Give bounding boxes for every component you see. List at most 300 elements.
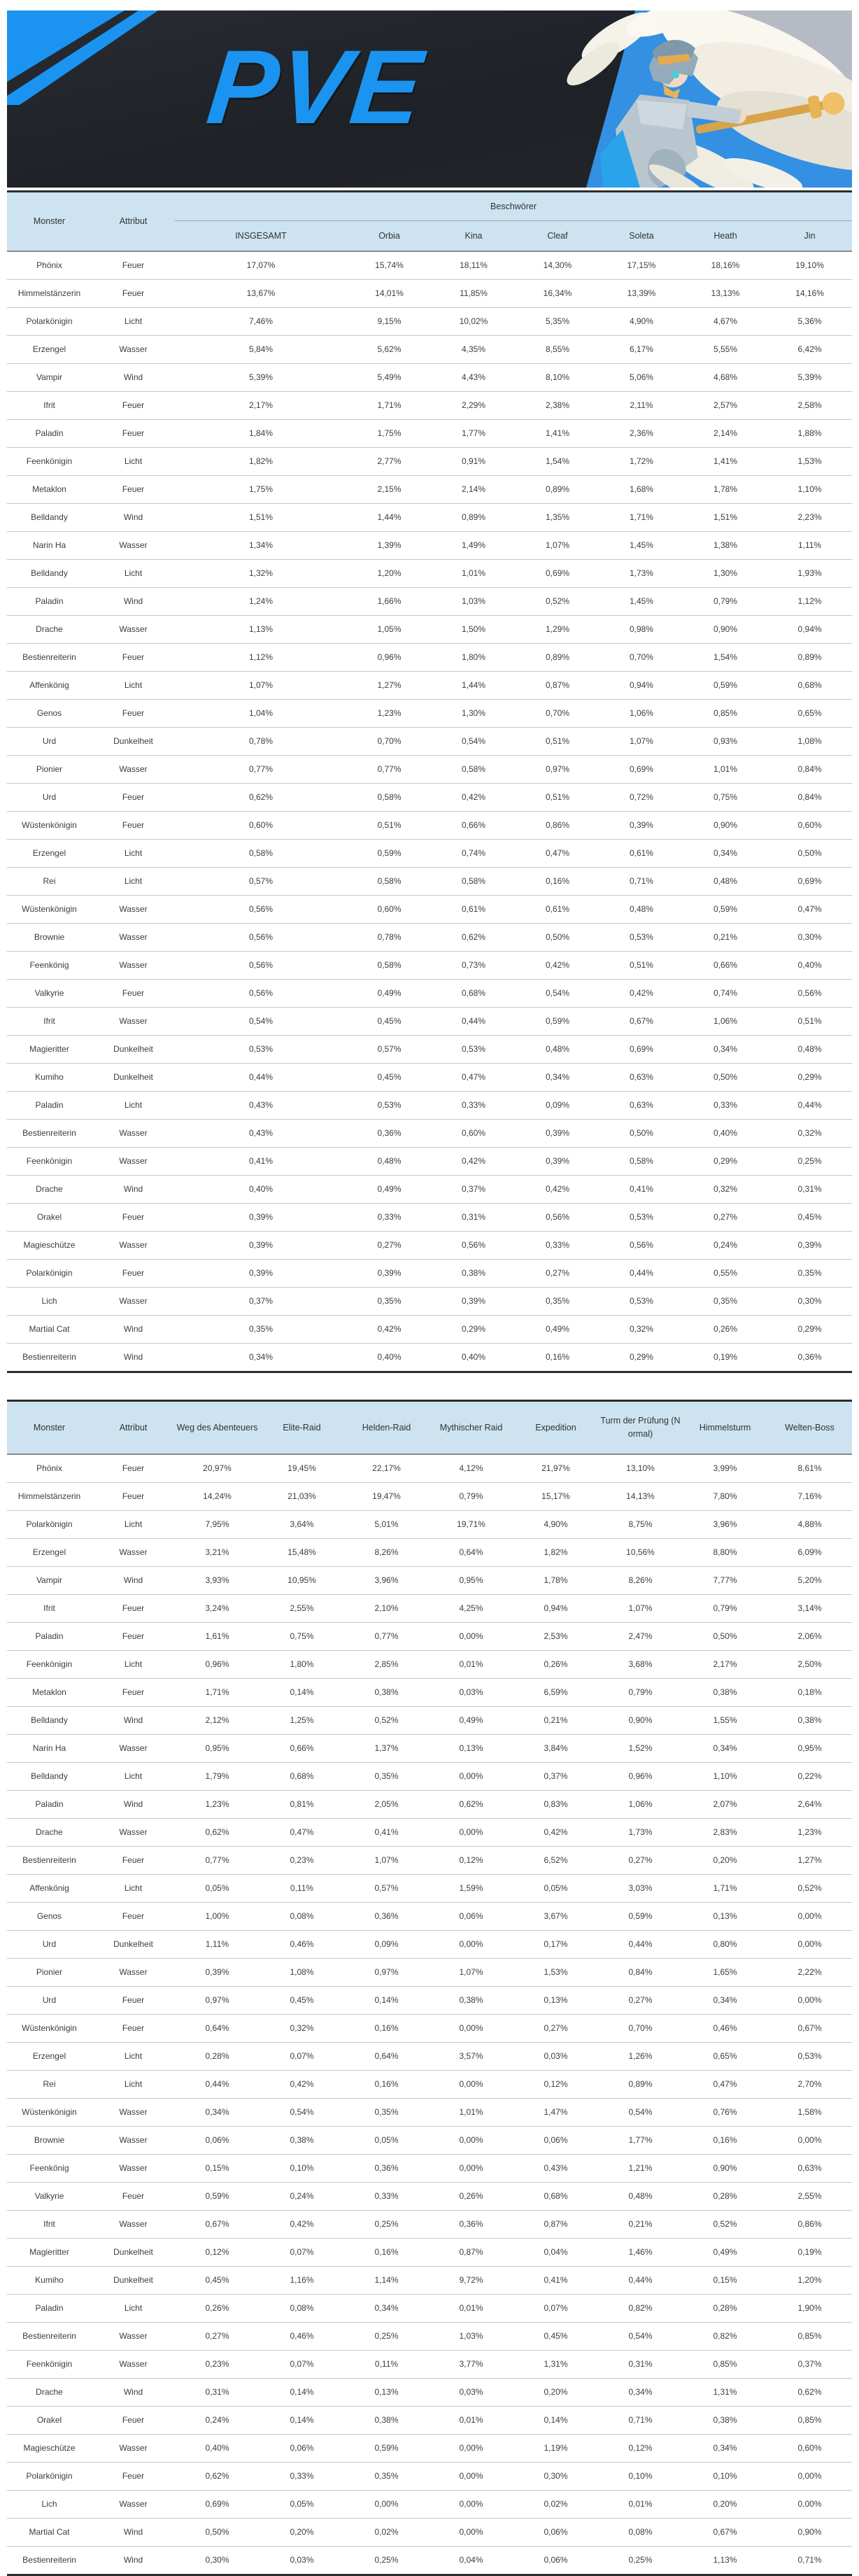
value-cell: 0,34%	[175, 2099, 260, 2127]
table-row	[7, 2183, 852, 2211]
value-cell: 0,58%	[347, 784, 432, 812]
value-cell: 1,58%	[767, 2099, 852, 2127]
value-cell: 0,12%	[175, 2239, 260, 2267]
table-row	[7, 728, 852, 756]
value-cell: 2,55%	[260, 1595, 344, 1623]
table-row	[7, 840, 852, 868]
value-cell: 0,34%	[248, 1351, 274, 1362]
value-cell: 0,32%	[260, 2015, 344, 2043]
attribut-cell: Wasser	[92, 336, 175, 364]
monster-cell: Feenkönigin	[7, 1651, 92, 1679]
value-cell: 0,35%	[344, 1763, 429, 1791]
value-cell: 0,96%	[347, 644, 432, 672]
monster-cell: Magieritter	[7, 2239, 92, 2267]
value-cell: 0,37%	[175, 1288, 347, 1316]
value-cell: 2,14%	[432, 476, 516, 504]
value-cell: 0,69%	[599, 1036, 683, 1064]
value-cell: 0,10%	[683, 2463, 767, 2491]
value-cell: 0,23%	[260, 1847, 344, 1875]
monster-cell: Bestienreiterin	[7, 2323, 92, 2351]
value-cell: 0,66%	[432, 812, 516, 840]
value-cell: 0,89%	[598, 2071, 683, 2099]
table-row	[7, 644, 852, 672]
table-row	[7, 980, 852, 1008]
value-cell: 0,89%	[432, 504, 516, 532]
value-cell: 0,50%	[599, 1120, 683, 1148]
value-cell: 1,51%	[175, 504, 347, 532]
attribut-cell: Dunkelheit	[92, 1931, 175, 1959]
value-cell: 0,15%	[175, 2155, 260, 2183]
attribut-cell: Wasser	[92, 2491, 175, 2519]
value-cell: 0,46%	[683, 2015, 767, 2043]
table-row	[7, 1092, 852, 1120]
value-cell: 1,71%	[175, 1679, 260, 1707]
attribut-cell: Wasser	[92, 2127, 175, 2155]
value-cell: 0,33%	[344, 2183, 429, 2211]
monster-cell: Phönix	[7, 1454, 92, 1483]
value-cell: 0,03%	[513, 2043, 598, 2071]
monster-cell: Paladin	[7, 2295, 92, 2323]
table-row	[7, 2351, 852, 2379]
value-cell: 1,73%	[599, 560, 683, 588]
attribut-cell: Wind	[92, 364, 175, 392]
value-cell: 0,39%	[516, 1120, 599, 1148]
value-cell: 0,62%	[429, 1791, 513, 1819]
value-cell: 5,39%	[767, 364, 852, 392]
value-cell: 1,10%	[767, 476, 852, 504]
value-cell: 6,17%	[599, 336, 683, 364]
value-cell: 0,13%	[683, 1903, 767, 1931]
value-cell: 0,36%	[347, 1120, 432, 1148]
value-cell: 0,50%	[516, 924, 599, 952]
table-row	[7, 1454, 852, 1483]
monster-cell: Brownie	[7, 2127, 92, 2155]
table-row	[7, 784, 852, 812]
value-cell: 0,35%	[344, 2463, 429, 2491]
value-cell: 0,11%	[344, 2351, 429, 2379]
value-cell: 0,16%	[344, 2239, 429, 2267]
value-cell: 0,78%	[175, 728, 347, 756]
value-cell: 0,94%	[599, 672, 683, 700]
attribut-cell: Wind	[92, 2519, 175, 2547]
value-cell: 0,87%	[516, 672, 599, 700]
monster-cell: Drache	[7, 2379, 92, 2407]
value-cell: 19,47%	[344, 1483, 429, 1511]
value-cell: 7,95%	[175, 1511, 260, 1539]
value-cell: 2,10%	[344, 1595, 429, 1623]
value-cell: 0,35%	[516, 1288, 599, 1316]
attribut-cell: Feuer	[92, 1847, 175, 1875]
table-row	[7, 1064, 852, 1092]
value-cell: 0,38%	[767, 1707, 852, 1735]
summoner-table-section	[7, 190, 852, 1373]
value-cell: 0,21%	[513, 1707, 598, 1735]
value-cell: 0,00%	[767, 2127, 852, 2155]
value-cell: 5,49%	[347, 364, 432, 392]
value-cell: 0,18%	[767, 1679, 852, 1707]
value-cell: 0,44%	[432, 1008, 516, 1036]
monster-cell: Erzengel	[7, 2043, 92, 2071]
value-cell: 8,10%	[516, 364, 599, 392]
table-row	[7, 1148, 852, 1176]
value-cell: 1,72%	[599, 448, 683, 476]
value-cell: 0,48%	[347, 1148, 432, 1176]
attribut-cell: Licht	[92, 2295, 175, 2323]
value-cell: 10,02%	[432, 308, 516, 336]
value-cell: 0,31%	[598, 2351, 683, 2379]
value-cell: 1,07%	[599, 728, 683, 756]
value-cell: 0,42%	[513, 1819, 598, 1847]
value-cell: 1,61%	[175, 1623, 260, 1651]
value-cell: 0,06%	[175, 2127, 260, 2155]
value-cell: 0,53%	[175, 1036, 347, 1064]
attribut-cell: Wasser	[92, 2155, 175, 2183]
value-cell: 0,89%	[767, 644, 852, 672]
value-cell: 1,08%	[767, 728, 852, 756]
column-header-orbia: Orbia	[347, 221, 432, 252]
value-cell: 0,51%	[347, 812, 432, 840]
value-cell: 0,33%	[347, 1204, 432, 1232]
value-cell: 0,42%	[516, 1176, 599, 1204]
value-cell: 1,07%	[598, 1595, 683, 1623]
table-row	[7, 2071, 852, 2099]
value-cell: 0,33%	[260, 2463, 344, 2491]
value-cell: 0,39%	[432, 1288, 516, 1316]
value-cell: 3,96%	[683, 1511, 767, 1539]
value-cell: 0,61%	[599, 840, 683, 868]
value-cell: 0,47%	[432, 1064, 516, 1092]
value-cell: 1,88%	[767, 420, 852, 448]
value-cell: 1,20%	[767, 2267, 852, 2295]
monster-cell: Ifrit	[7, 1008, 92, 1036]
attribut-cell: Feuer	[92, 1483, 175, 1511]
value-cell: 0,50%	[683, 1064, 767, 1092]
table-row	[7, 532, 852, 560]
value-cell: 0,00%	[429, 1623, 513, 1651]
value-cell: 0,85%	[767, 2323, 852, 2351]
value-cell: 0,59%	[683, 896, 767, 924]
column-header-cleaf: Cleaf	[516, 221, 599, 252]
table-row	[7, 1623, 852, 1651]
monster-cell: Martial Cat	[7, 2519, 92, 2547]
value-cell: 0,82%	[598, 2295, 683, 2323]
summoner-table	[7, 192, 852, 1371]
monster-cell: Vampir	[7, 364, 92, 392]
value-cell: 0,90%	[598, 1707, 683, 1735]
value-cell: 0,54%	[598, 2099, 683, 2127]
value-cell: 0,47%	[767, 896, 852, 924]
attribut-cell: Wind	[123, 1351, 143, 1362]
table-row	[7, 1232, 852, 1260]
value-cell: 0,70%	[599, 644, 683, 672]
value-cell: 0,38%	[344, 1679, 429, 1707]
value-cell: 3,68%	[598, 1651, 683, 1679]
attribut-cell: Feuer	[92, 2407, 175, 2435]
value-cell: 0,26%	[683, 1316, 767, 1344]
value-cell: 0,70%	[347, 728, 432, 756]
monster-cell: Bestienreiterin	[22, 1351, 76, 1362]
table-row	[7, 2519, 852, 2547]
value-cell: 0,53%	[767, 2043, 852, 2071]
table-row	[7, 1120, 852, 1148]
value-cell: 1,06%	[598, 1791, 683, 1819]
value-cell: 0,38%	[432, 1260, 516, 1288]
value-cell: 1,20%	[347, 560, 432, 588]
value-cell: 17,07%	[175, 251, 347, 280]
attribut-cell: Feuer	[92, 644, 175, 672]
table-row	[7, 1707, 852, 1735]
value-cell: 0,11%	[260, 1875, 344, 1903]
value-cell: 0,14%	[260, 2379, 344, 2407]
value-cell: 8,61%	[767, 1454, 852, 1483]
attribut-cell: Feuer	[92, 700, 175, 728]
attribut-cell: Licht	[92, 560, 175, 588]
value-cell: 0,84%	[598, 1959, 683, 1987]
value-cell: 0,52%	[516, 588, 599, 616]
value-cell: 0,00%	[429, 1931, 513, 1959]
value-cell: 3,93%	[175, 1567, 260, 1595]
value-cell: 2,17%	[175, 392, 347, 420]
value-cell: 0,45%	[347, 1008, 432, 1036]
value-cell: 0,42%	[260, 2071, 344, 2099]
value-cell: 13,39%	[599, 280, 683, 308]
value-cell: 1,23%	[767, 1819, 852, 1847]
value-cell: 0,32%	[683, 1176, 767, 1204]
banner-art	[7, 10, 852, 188]
value-cell: 1,71%	[347, 392, 432, 420]
value-cell: 0,20%	[683, 2491, 767, 2519]
value-cell: 6,09%	[767, 1539, 852, 1567]
value-cell: 0,25%	[628, 2554, 653, 2565]
value-cell: 0,73%	[432, 952, 516, 980]
value-cell: 0,69%	[599, 756, 683, 784]
value-cell: 0,00%	[767, 1987, 852, 2015]
value-cell: 7,77%	[683, 1567, 767, 1595]
value-cell: 1,73%	[598, 1819, 683, 1847]
attribut-cell: Wind	[92, 1791, 175, 1819]
value-cell: 1,54%	[683, 644, 767, 672]
value-cell: 0,54%	[175, 1008, 347, 1036]
value-cell: 0,16%	[344, 2015, 429, 2043]
value-cell: 0,80%	[683, 1931, 767, 1959]
value-cell: 0,60%	[767, 812, 852, 840]
attribut-cell: Dunkelheit	[92, 728, 175, 756]
value-cell: 0,00%	[429, 2015, 513, 2043]
value-cell: 0,40%	[377, 1351, 402, 1362]
attribut-cell: Wasser	[92, 1735, 175, 1763]
value-cell: 0,79%	[683, 1595, 767, 1623]
value-cell: 4,35%	[432, 336, 516, 364]
value-cell: 1,34%	[175, 532, 347, 560]
column-header-expedition: Expedition	[513, 1402, 598, 1454]
attribut-cell: Wasser	[92, 2099, 175, 2127]
monster-cell: Wüstenkönigin	[7, 896, 92, 924]
monster-cell: Orakel	[7, 1204, 92, 1232]
value-cell: 0,64%	[429, 1539, 513, 1567]
value-cell: 1,12%	[767, 588, 852, 616]
monster-cell: Urd	[7, 1931, 92, 1959]
column-header-himmelsturm: Himmelsturm	[683, 1402, 767, 1454]
value-cell: 1,47%	[513, 2099, 598, 2127]
value-cell: 0,94%	[513, 1595, 598, 1623]
value-cell: 0,56%	[516, 1204, 599, 1232]
table-row	[7, 588, 852, 616]
value-cell: 0,28%	[683, 2183, 767, 2211]
value-cell: 1,10%	[683, 1763, 767, 1791]
value-cell: 0,58%	[347, 952, 432, 980]
table-row	[7, 2015, 852, 2043]
value-cell: 0,27%	[347, 1232, 432, 1260]
table-row	[7, 336, 852, 364]
value-cell: 1,31%	[513, 2351, 598, 2379]
value-cell: 1,44%	[432, 672, 516, 700]
column-header-jin: Jin	[767, 221, 852, 252]
value-cell: 0,62%	[767, 2379, 852, 2407]
value-cell: 0,41%	[513, 2267, 598, 2295]
table-row	[7, 476, 852, 504]
column-header-weg-des-abenteuers: Weg des Abenteuers	[175, 1402, 260, 1454]
table-row	[7, 1679, 852, 1707]
table-row	[7, 364, 852, 392]
table-row	[7, 1651, 852, 1679]
value-cell: 0,34%	[683, 1036, 767, 1064]
monster-cell: Kumiho	[7, 2267, 92, 2295]
table-row	[7, 1176, 852, 1204]
value-cell: 0,69%	[516, 560, 599, 588]
attribut-cell: Wasser	[92, 1232, 175, 1260]
value-cell: 0,44%	[599, 1260, 683, 1288]
value-cell: 22,17%	[344, 1454, 429, 1483]
value-cell: 0,56%	[175, 952, 347, 980]
attribut-cell: Wind	[92, 1567, 175, 1595]
value-cell: 1,23%	[175, 1791, 260, 1819]
value-cell: 1,06%	[599, 700, 683, 728]
value-cell: 0,58%	[432, 868, 516, 896]
value-cell: 0,37%	[767, 2351, 852, 2379]
value-cell: 0,27%	[598, 1987, 683, 2015]
value-cell: 0,50%	[175, 2519, 260, 2547]
value-cell: 0,56%	[767, 980, 852, 1008]
attribut-cell: Licht	[92, 672, 175, 700]
value-cell: 0,16%	[545, 1351, 570, 1362]
monster-cell: Paladin	[7, 420, 92, 448]
value-cell: 0,13%	[429, 1735, 513, 1763]
value-cell: 2,06%	[767, 1623, 852, 1651]
attribut-cell: Wasser	[92, 1288, 175, 1316]
value-cell: 1,78%	[683, 476, 767, 504]
monster-cell: Bestienreiterin	[7, 1120, 92, 1148]
value-cell: 5,39%	[175, 364, 347, 392]
value-cell: 0,25%	[767, 1148, 852, 1176]
column-header-helden-raid: Helden-Raid	[344, 1402, 429, 1454]
monster-cell: Paladin	[7, 1623, 92, 1651]
value-cell: 5,20%	[767, 1567, 852, 1595]
value-cell: 0,08%	[260, 1903, 344, 1931]
monster-cell: Martial Cat	[7, 1316, 92, 1344]
value-cell: 0,16%	[344, 2071, 429, 2099]
value-cell: 0,28%	[683, 2295, 767, 2323]
value-cell: 0,51%	[767, 1008, 852, 1036]
table-row	[7, 1539, 852, 1567]
value-cell: 1,00%	[175, 1903, 260, 1931]
attribut-cell: Wasser	[92, 756, 175, 784]
value-cell: 5,55%	[683, 336, 767, 364]
value-cell: 0,04%	[459, 2554, 483, 2565]
value-cell: 0,09%	[344, 1931, 429, 1959]
value-cell: 2,53%	[513, 1623, 598, 1651]
table-row	[7, 2267, 852, 2295]
value-cell: 1,59%	[429, 1875, 513, 1903]
value-cell: 2,77%	[347, 448, 432, 476]
value-cell: 4,67%	[683, 308, 767, 336]
value-cell: 0,69%	[175, 2491, 260, 2519]
monster-cell: Valkyrie	[7, 2183, 92, 2211]
value-cell: 3,57%	[429, 2043, 513, 2071]
value-cell: 0,08%	[260, 2295, 344, 2323]
monster-cell: Brownie	[7, 924, 92, 952]
attribut-cell: Licht	[92, 1092, 175, 1120]
value-cell: 0,33%	[432, 1092, 516, 1120]
value-cell: 21,97%	[513, 1454, 598, 1483]
value-cell: 4,43%	[432, 364, 516, 392]
value-cell: 0,40%	[461, 1351, 486, 1362]
value-cell: 2,50%	[767, 1651, 852, 1679]
value-cell: 0,59%	[683, 672, 767, 700]
table-row	[7, 2435, 852, 2463]
value-cell: 0,77%	[347, 756, 432, 784]
value-cell: 1,90%	[767, 2295, 852, 2323]
value-cell: 0,00%	[429, 2519, 513, 2547]
value-cell: 14,01%	[347, 280, 432, 308]
value-cell: 0,14%	[260, 2407, 344, 2435]
value-cell: 0,38%	[683, 1679, 767, 1707]
value-cell: 0,01%	[429, 2295, 513, 2323]
value-cell: 0,00%	[429, 1819, 513, 1847]
value-cell: 9,72%	[429, 2267, 513, 2295]
monster-cell: Valkyrie	[7, 980, 92, 1008]
monster-cell: Polarkönigin	[7, 1260, 92, 1288]
monster-cell: Metaklon	[7, 1679, 92, 1707]
table-row	[7, 2211, 852, 2239]
table-row	[7, 868, 852, 896]
value-cell: 0,57%	[175, 868, 347, 896]
attribut-cell: Wind	[92, 1176, 175, 1204]
value-cell: 17,15%	[599, 251, 683, 280]
value-cell: 8,55%	[516, 336, 599, 364]
value-cell: 1,49%	[432, 532, 516, 560]
table-row	[7, 1763, 852, 1791]
table-row	[7, 2295, 852, 2323]
table-row	[7, 2379, 852, 2407]
value-cell: 1,41%	[683, 448, 767, 476]
value-cell: 13,67%	[175, 280, 347, 308]
monster-cell: Lich	[7, 2491, 92, 2519]
attribut-cell: Wind	[123, 2554, 143, 2565]
value-cell: 0,94%	[767, 616, 852, 644]
value-cell: 0,75%	[683, 784, 767, 812]
value-cell: 0,12%	[429, 1847, 513, 1875]
table-row	[7, 1847, 852, 1875]
value-cell: 0,19%	[713, 1351, 738, 1362]
value-cell: 0,33%	[516, 1232, 599, 1260]
value-cell: 0,59%	[598, 1903, 683, 1931]
value-cell: 3,21%	[175, 1539, 260, 1567]
value-cell: 0,00%	[767, 1903, 852, 1931]
value-cell: 0,17%	[513, 1931, 598, 1959]
value-cell: 1,35%	[516, 504, 599, 532]
value-cell: 0,14%	[513, 2407, 598, 2435]
attribut-cell: Feuer	[92, 1679, 175, 1707]
